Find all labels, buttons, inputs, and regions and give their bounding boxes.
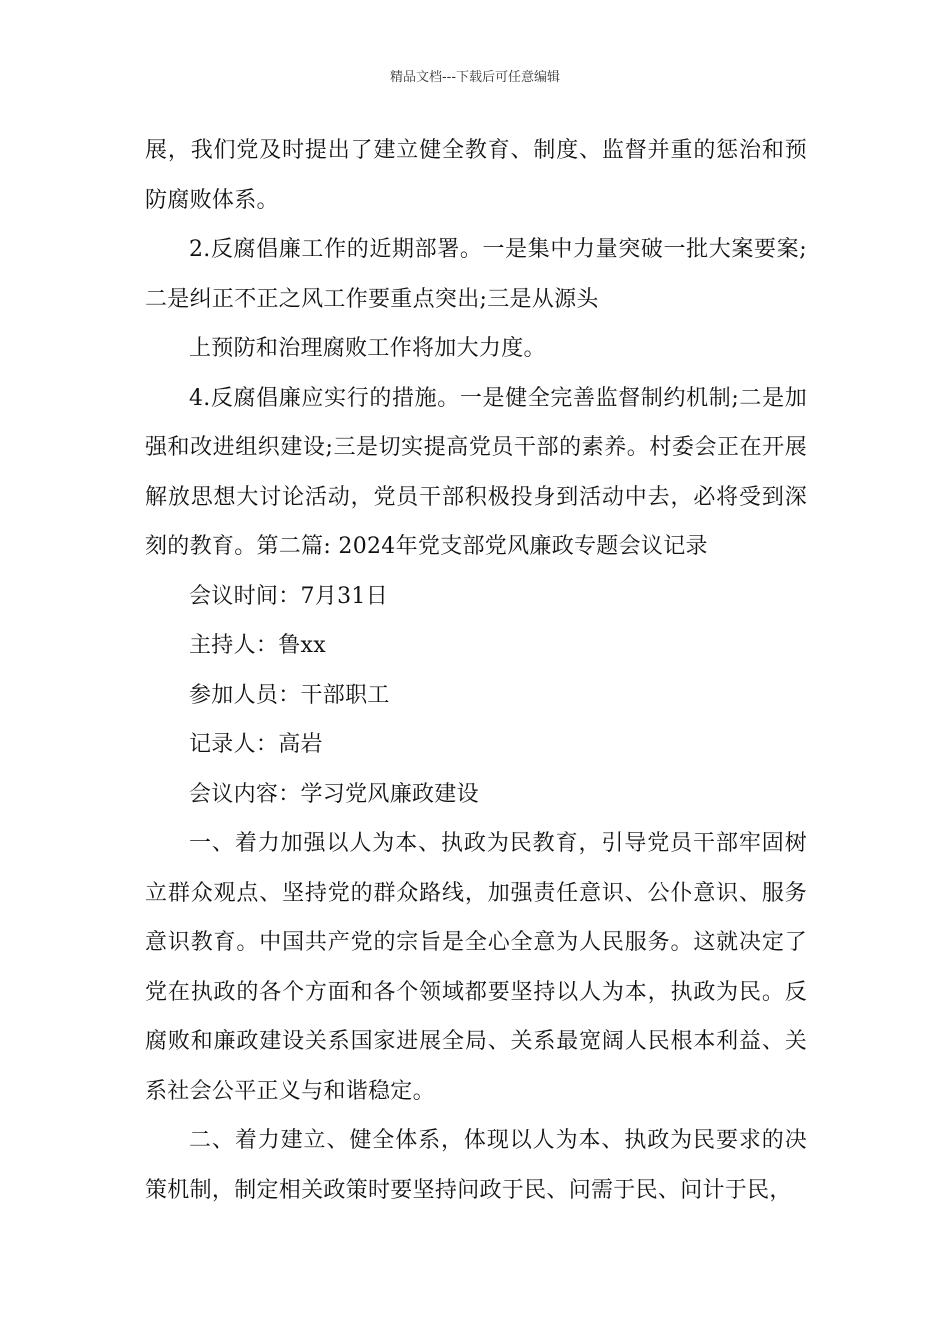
meeting-host: 主持人：鲁xx [189, 633, 326, 658]
paragraph-section-2: 二、着力建立、健全体系，体现以人为本、执政为民要求的决策机制，制定相关政策时要坚持问政于民、问需于民、问计于民， [145, 1128, 807, 1203]
page-header: 精品文档---下载后可任意编辑 [389, 70, 561, 85]
paragraph-item-4: 4.反腐倡廉应实行的措施。一是健全完善监督制约机制;二是加强和改进组织建设;三是切实提高党员干部的素养。村委会正在开展解放思想大讨论活动，党员干部积极投身到活动中去，必将受到深刻的教育。第二篇: 2024年党支部党风廉政专题会议记录 [145, 385, 807, 559]
meeting-participants: 参加人员：干部职工 [189, 682, 390, 708]
paragraph-item-2-continued: 上预防和治理腐败工作将加大力度。 [189, 336, 546, 361]
document-body [145, 126, 807, 1215]
paragraph-continuation: 展，我们党及时提出了建立健全教育、制度、监督并重的惩治和预防腐败体系。 [145, 138, 807, 213]
meeting-content: 会议内容：学习党风廉政建设 [189, 781, 479, 807]
paragraph-item-2: 2.反腐倡廉工作的近期部署。一是集中力量突破一批大案要案;二是纠正不正之风工作要重点突出;三是从源头 [145, 237, 807, 312]
meeting-time: 会议时间：7月31日 [189, 583, 388, 609]
paragraph-section-1: 一、着力加强以人为本、执政为民教育，引导党员干部牢固树立群众观点、坚持党的群众路线，加强责任意识、公仆意识、服务意识教育。中国共产党的宗旨是全心全意为人民服务。这就决定了党在执政的各个方面和各个领域都要坚持以人为本，执政为民。反腐败和廉政建设关系国家进展全局、关系最宽阔人民根本利益、关系社会公平正义与和谐稳定。 [145, 831, 807, 1104]
meeting-recorder: 记录人：高岩 [189, 732, 323, 757]
